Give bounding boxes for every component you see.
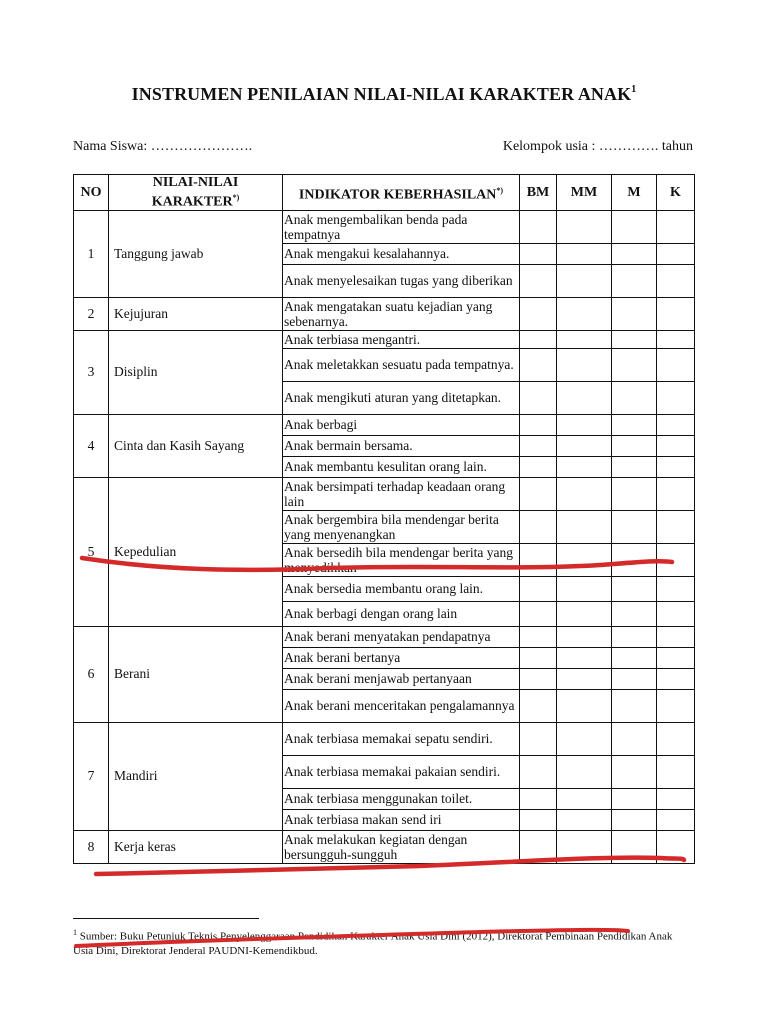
kelompok-usia-field: Kelompok usia : …………. tahun: [502, 139, 693, 154]
nilai-karakter-cell: Berani: [109, 626, 283, 722]
indikator-cell: Anak bersedia membantu orang lain.: [283, 576, 520, 601]
indikator-cell: Anak mengembalikan benda pada tempatnya: [283, 210, 520, 243]
row-number: 6: [74, 626, 109, 722]
indikator-cell: Anak berani menceritakan pengalamannya: [283, 689, 520, 722]
indikator-cell: Anak terbiasa makan send iri: [283, 809, 520, 830]
indikator-cell: Anak terbiasa memakai pakaian sendiri.: [283, 755, 520, 788]
indikator-cell: Anak berani bertanya: [283, 647, 520, 668]
nilai-karakter-cell: Cinta dan Kasih Sayang: [109, 414, 283, 477]
indikator-cell: Anak mengatakan suatu kejadian yang sebenarnya.: [283, 297, 520, 330]
nilai-karakter-cell: Tanggung jawab: [109, 210, 283, 297]
header-k: K: [657, 175, 695, 211]
indikator-cell: Anak berani menyatakan pendapatnya: [283, 626, 520, 647]
indikator-cell: Anak bermain bersama.: [283, 435, 520, 456]
indikator-cell: Anak berani menjawab pertanyaan: [283, 668, 520, 689]
nilai-karakter-cell: Kepedulian: [109, 477, 283, 626]
footnote: $^1$ Sumber: Buku Petunjuk Teknis Penyelenggaraan Pendidikan Karakter Anak Usia Dini (2012), Direktorat Pembinaan Pendidikan Anak Usia Dini, Direktorat Jenderal PAUDNI-Kemendikbud.: [73, 928, 673, 957]
header-no: NO: [74, 175, 109, 211]
row-number: 5: [74, 477, 109, 626]
row-number: 4: [74, 414, 109, 477]
row-number: 3: [74, 330, 109, 414]
header-nilai: NILAI-NILAI KARAKTER*): [109, 175, 283, 211]
header-indikator: INDIKATOR KEBERHASILAN*): [283, 175, 520, 211]
header-m: M: [612, 175, 657, 211]
indikator-cell: Anak melakukan kegiatan dengan bersungguh-sungguh: [283, 830, 520, 863]
indikator-cell: Anak terbiasa memakai sepatu sendiri.: [283, 722, 520, 755]
nilai-karakter-cell: Kejujuran: [109, 297, 283, 330]
indikator-cell: Anak berbagi: [283, 414, 520, 435]
indikator-cell: Anak mengakui kesalahannya.: [283, 243, 520, 264]
indikator-cell: Anak menyelesaikan tugas yang diberikan: [283, 264, 520, 297]
indikator-cell: Anak bergembira bila mendengar berita yang menyenangkan: [283, 510, 520, 543]
document-title: INSTRUMEN PENILAIAN NILAI-NILAI KARAKTER ANAK$^1$: [131, 84, 637, 104]
nama-siswa-field: Nama Siswa: ………………….: [73, 139, 253, 154]
indikator-cell: Anak berbagi dengan orang lain: [283, 601, 520, 626]
red-underline-footnote: [76, 930, 628, 946]
header-mm: MM: [557, 175, 612, 211]
row-number: 2: [74, 297, 109, 330]
indikator-cell: Anak meletakkan sesuatu pada tempatnya.: [283, 348, 520, 381]
header-bm: BM: [520, 175, 557, 211]
red-underline-kerja-keras: [96, 858, 684, 874]
indikator-cell: Anak bersedih bila mendengar berita yang menyedihkan: [283, 543, 520, 576]
indikator-cell: Anak mengikuti aturan yang ditetapkan.: [283, 381, 520, 414]
indikator-cell: Anak terbiasa mengantri.: [283, 330, 520, 348]
indikator-cell: Anak membantu kesulitan orang lain.: [283, 456, 520, 477]
nilai-karakter-cell: Disiplin: [109, 330, 283, 414]
nilai-karakter-cell: Mandiri: [109, 722, 283, 830]
nilai-karakter-cell: Kerja keras: [109, 830, 283, 863]
row-number: 7: [74, 722, 109, 830]
red-underline-kepedulian: [82, 558, 672, 570]
row-number: 8: [74, 830, 109, 863]
indikator-cell: Anak bersimpati terhadap keadaan orang lain: [283, 477, 520, 510]
indikator-cell: Anak terbiasa menggunakan toilet.: [283, 788, 520, 809]
row-number: 1: [74, 210, 109, 297]
